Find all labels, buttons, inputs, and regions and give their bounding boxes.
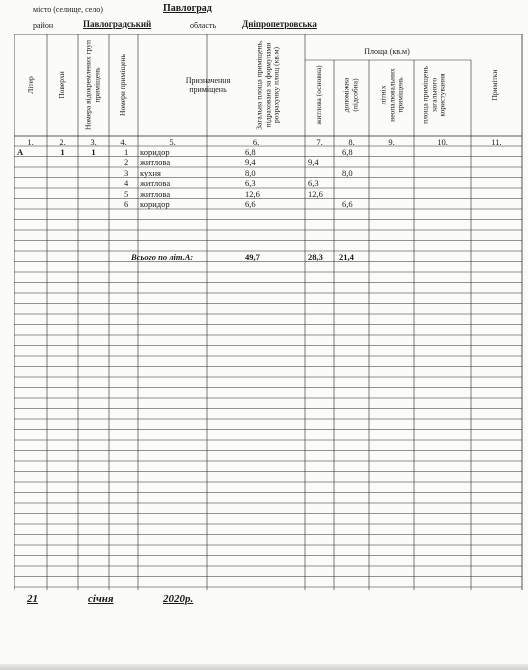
district-label: район (33, 21, 54, 30)
col-header-total: Загальна площа приміщень, підрахована за формулами розрахунку площ (кв.м) (254, 40, 281, 130)
col-header-notes: Примітки (489, 69, 499, 101)
total-living: 28,3 (308, 251, 323, 262)
page-edge (0, 664, 528, 670)
col-header-liter: Літер (25, 76, 35, 94)
cell-group: 1 (91, 146, 96, 157)
col-header-auxiliary: допоміжна (підсобна) (341, 77, 359, 113)
cell-auxiliary: 6,8 (342, 146, 353, 157)
column-number: 2. (59, 136, 66, 147)
cell-purpose: житлова (140, 157, 171, 167)
district-value: Павлоградський (83, 19, 152, 29)
region-label: область (190, 21, 217, 30)
cell-room: 1 (124, 146, 129, 157)
cell-purpose: житлова (140, 178, 171, 188)
cell-living: 6,3 (308, 178, 319, 188)
area-table (14, 34, 526, 590)
col-header-floors: Поверхи (56, 71, 66, 99)
column-number: 8. (348, 136, 355, 147)
cell-total: 8,0 (245, 167, 256, 178)
footer-year: 2020р. (163, 593, 194, 605)
cell-purpose: коридор (140, 146, 170, 157)
col-header-area-group: Площа (кв.м) (364, 47, 410, 56)
total-label: Всього по літ.А: (131, 251, 194, 262)
total-auxiliary: 21,4 (339, 251, 354, 262)
column-number: 7. (316, 136, 323, 147)
cell-auxiliary: 6,6 (342, 199, 353, 209)
col-header-groups: Номера відокремлених груп приміщень (83, 40, 101, 130)
city-value: Павлоград (163, 3, 212, 14)
cell-purpose: житлова (140, 188, 171, 199)
cell-total: 6,8 (245, 146, 256, 157)
column-number: 9. (388, 136, 395, 147)
column-number: 10. (437, 136, 448, 147)
column-number: 4. (120, 136, 127, 147)
total-area: 49,7 (245, 251, 260, 262)
cell-auxiliary: 8,0 (342, 167, 353, 178)
col-header-rooms: Номери приміщень (117, 54, 127, 116)
city-label: місто (селище, село) (33, 5, 103, 14)
cell-room: 5 (124, 188, 129, 199)
cell-total: 9,4 (245, 157, 256, 167)
cell-room: 2 (124, 157, 129, 167)
cell-liter: А (17, 146, 24, 157)
cell-purpose: кухня (140, 167, 161, 178)
cell-floor: 1 (60, 146, 65, 157)
col-header-common: площа приміщень загального користування (420, 66, 447, 124)
cell-purpose: коридор (140, 199, 170, 209)
footer-month: січня (88, 593, 114, 605)
column-number: 3. (90, 136, 97, 147)
column-number: 1. (27, 136, 34, 147)
col-header-summer: літніх неопалювальних приміщень (378, 68, 405, 122)
region-value: Дніпропетровська (242, 19, 317, 29)
cell-total: 6,3 (245, 178, 256, 188)
column-number: 5. (169, 136, 176, 147)
column-number: 11. (491, 136, 502, 147)
cell-living: 9,4 (308, 157, 319, 167)
cell-total: 12,6 (245, 188, 260, 199)
footer-day: 21 (27, 593, 38, 605)
cell-room: 4 (124, 178, 129, 188)
cell-total: 6,6 (245, 199, 256, 209)
cell-room: 6 (124, 199, 129, 209)
col-header-living: житлова (основна) (313, 65, 323, 125)
cell-living: 12,6 (308, 188, 323, 199)
col-header-purpose: Призначення приміщень (185, 76, 231, 94)
cell-room: 3 (124, 167, 129, 178)
column-number: 6. (252, 136, 260, 147)
